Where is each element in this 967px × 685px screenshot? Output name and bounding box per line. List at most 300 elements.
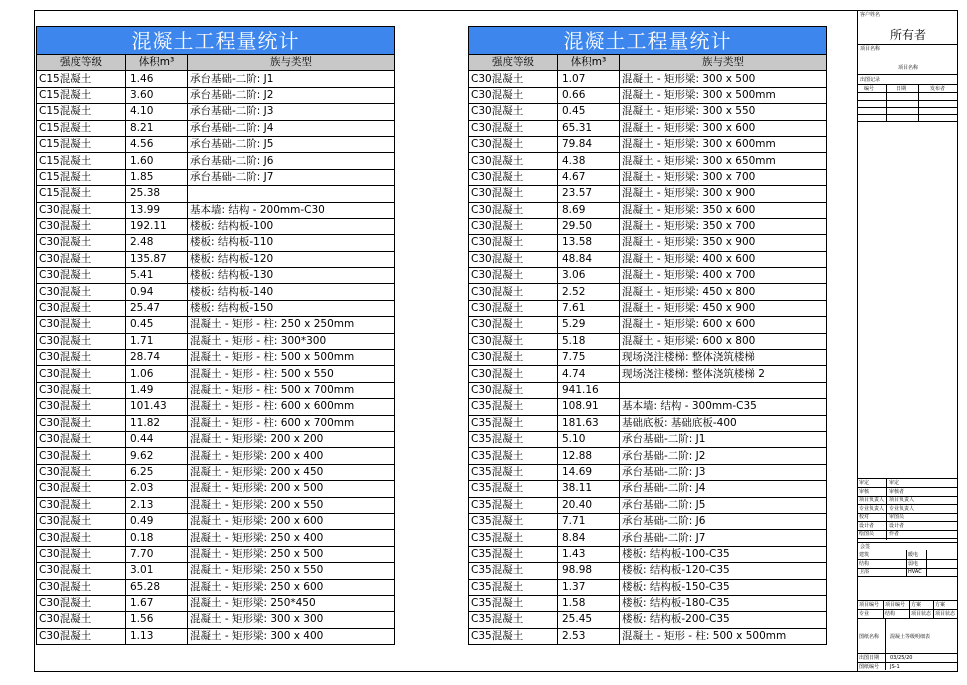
project-number-label: 项目编号 bbox=[859, 602, 880, 608]
cell-family-type: 基本墙: 结构 - 200mm-C30 bbox=[188, 202, 395, 218]
cell-volume: 7.75 bbox=[558, 350, 620, 366]
table-row bbox=[469, 317, 827, 333]
table-row bbox=[469, 431, 827, 447]
cell-volume: 25.47 bbox=[126, 300, 188, 316]
cell-volume: 7.61 bbox=[558, 300, 620, 316]
table-row bbox=[37, 202, 395, 218]
table-row bbox=[469, 71, 827, 87]
cell-family-type: 承台基础-二阶: J7 bbox=[620, 530, 827, 546]
role-value: 设计者 bbox=[889, 522, 905, 529]
role-value: 审图员 bbox=[889, 514, 905, 520]
cell-volume: 4.38 bbox=[558, 153, 620, 169]
cell-volume: 28.74 bbox=[126, 350, 188, 366]
cell-family-type: 楼板: 结构板-120 bbox=[188, 251, 395, 267]
status-label: 项目状态 bbox=[911, 611, 932, 617]
table-row bbox=[37, 513, 395, 529]
cell-grade: C15混凝土 bbox=[37, 87, 126, 103]
cell-volume: 1.56 bbox=[126, 612, 188, 628]
table-row bbox=[469, 87, 827, 103]
cell-volume: 1.06 bbox=[126, 366, 188, 382]
table-row bbox=[37, 563, 395, 579]
cell-grade: C35混凝土 bbox=[469, 481, 558, 497]
table-row bbox=[469, 120, 827, 136]
cell-family-type: 混凝土 - 矩形梁: 250 x 550 bbox=[188, 563, 395, 579]
trade-label: 暖电 bbox=[908, 552, 919, 558]
cell-volume: 2.52 bbox=[558, 284, 620, 300]
cell-family-type: 混凝土 - 矩形梁: 600 x 800 bbox=[620, 333, 827, 349]
cell-grade: C35混凝土 bbox=[469, 399, 558, 415]
cell-volume: 192.11 bbox=[126, 218, 188, 234]
cell-volume: 5.10 bbox=[558, 431, 620, 447]
cell-volume: 0.66 bbox=[558, 87, 620, 103]
cell-grade: C30混凝土 bbox=[469, 136, 558, 152]
cell-volume: 4.74 bbox=[558, 366, 620, 382]
concrete-schedule-right bbox=[468, 26, 827, 645]
cell-grade: C30混凝土 bbox=[37, 284, 126, 300]
cell-grade: C35混凝土 bbox=[469, 530, 558, 546]
cell-family-type: 承台基础-二阶: J3 bbox=[620, 464, 827, 480]
table-row bbox=[37, 333, 395, 349]
cell-volume: 2.13 bbox=[126, 497, 188, 513]
cell-grade: C30混凝土 bbox=[37, 628, 126, 644]
table-row bbox=[469, 153, 827, 169]
cell-grade: C30混凝土 bbox=[37, 448, 126, 464]
cell-grade: C35混凝土 bbox=[469, 628, 558, 644]
cell-grade: C30混凝土 bbox=[469, 186, 558, 202]
cell-volume: 0.45 bbox=[126, 317, 188, 333]
table-row bbox=[37, 366, 395, 382]
cell-family-type: 混凝土 - 矩形 - 柱: 300*300 bbox=[188, 333, 395, 349]
cell-volume: 1.46 bbox=[126, 71, 188, 87]
cell-grade: C30混凝土 bbox=[37, 202, 126, 218]
cell-volume: 13.58 bbox=[558, 235, 620, 251]
cell-family-type: 楼板: 结构板-100 bbox=[188, 218, 395, 234]
cell-family-type: 混凝土 - 矩形 - 柱: 500 x 700mm bbox=[188, 382, 395, 398]
cell-volume: 2.48 bbox=[126, 235, 188, 251]
cell-grade: C30混凝土 bbox=[37, 415, 126, 431]
cell-grade: C15混凝土 bbox=[37, 169, 126, 185]
table-row bbox=[37, 350, 395, 366]
table-row bbox=[469, 186, 827, 202]
table-row bbox=[37, 579, 395, 595]
role-value: 项目负责人 bbox=[889, 497, 915, 503]
cell-grade: C30混凝土 bbox=[37, 513, 126, 529]
cell-grade: C35混凝土 bbox=[469, 595, 558, 611]
cell-family-type: 混凝土 - 矩形 - 柱: 500 x 500mm bbox=[620, 628, 827, 644]
cell-volume: 4.56 bbox=[126, 136, 188, 152]
issue-date-value: 03/25/20 bbox=[890, 655, 913, 661]
cell-family-type: 混凝土 - 矩形 - 柱: 250 x 250mm bbox=[188, 317, 395, 333]
cell-volume: 1.58 bbox=[558, 595, 620, 611]
cell-volume: 48.84 bbox=[558, 251, 620, 267]
project-name-label: 项目名称 bbox=[860, 46, 881, 52]
cell-family-type: 混凝土 - 矩形梁: 400 x 600 bbox=[620, 251, 827, 267]
cell-family-type: 混凝土 - 矩形梁: 450 x 800 bbox=[620, 284, 827, 300]
cell-family-type: 楼板: 结构板-100-C35 bbox=[620, 546, 827, 562]
cell-grade: C35混凝土 bbox=[469, 464, 558, 480]
table-row bbox=[37, 530, 395, 546]
cell-volume: 3.60 bbox=[126, 87, 188, 103]
table-row bbox=[469, 268, 827, 284]
cell-grade: C30混凝土 bbox=[37, 317, 126, 333]
schedule-title: 混凝土工程量统计 bbox=[37, 27, 395, 55]
cell-family-type: 楼板: 结构板-150 bbox=[188, 300, 395, 316]
cell-volume: 4.67 bbox=[558, 169, 620, 185]
cell-grade: C30混凝土 bbox=[37, 366, 126, 382]
cell-grade: C30混凝土 bbox=[469, 104, 558, 120]
cell-grade: C30混凝土 bbox=[37, 300, 126, 316]
major-value: 结构 bbox=[885, 611, 896, 617]
cell-volume: 1.07 bbox=[558, 71, 620, 87]
cell-family-type: 基础底板: 基础底板-400 bbox=[620, 415, 827, 431]
cell-grade: C30混凝土 bbox=[37, 481, 126, 497]
cell-family-type: 混凝土 - 矩形梁: 400 x 700 bbox=[620, 268, 827, 284]
cell-grade: C35混凝土 bbox=[469, 497, 558, 513]
table-row bbox=[37, 251, 395, 267]
cell-volume: 5.29 bbox=[558, 317, 620, 333]
cell-family-type: 现场浇注楼梯: 整体浇筑楼梯 2 bbox=[620, 366, 827, 382]
cell-volume: 65.28 bbox=[126, 579, 188, 595]
cell-volume: 8.84 bbox=[558, 530, 620, 546]
table-row bbox=[37, 268, 395, 284]
cell-volume: 3.06 bbox=[558, 268, 620, 284]
role-value: 审定 bbox=[889, 480, 900, 486]
cell-grade: C30混凝土 bbox=[469, 153, 558, 169]
role-label: 项目负责人 bbox=[859, 497, 885, 503]
cell-family-type: 基本墙: 结构 - 300mm-C35 bbox=[620, 399, 827, 415]
cell-grade: C30混凝土 bbox=[469, 333, 558, 349]
cell-grade: C30混凝土 bbox=[469, 169, 558, 185]
drawing-name-value: 混凝土等级明细表 bbox=[890, 634, 931, 640]
cell-family-type: 楼板: 结构板-140 bbox=[188, 284, 395, 300]
cell-grade: C30混凝土 bbox=[37, 251, 126, 267]
cell-family-type: 混凝土 - 矩形梁: 200 x 400 bbox=[188, 448, 395, 464]
project-number-value: 项目编号 bbox=[885, 602, 906, 608]
cell-grade: C30混凝土 bbox=[469, 268, 558, 284]
trade-label: 结构 bbox=[859, 560, 870, 567]
cell-family-type: 混凝土 - 矩形梁: 300 x 500mm bbox=[620, 87, 827, 103]
issue-col-date: 日期 bbox=[896, 86, 907, 92]
cell-family-type: 混凝土 - 矩形梁: 300 x 500 bbox=[620, 71, 827, 87]
cell-family-type: 混凝土 - 矩形 - 柱: 600 x 600mm bbox=[188, 399, 395, 415]
cell-family-type: 混凝土 - 矩形梁: 200 x 550 bbox=[188, 497, 395, 513]
cell-grade: C30混凝土 bbox=[469, 235, 558, 251]
cell-volume: 79.84 bbox=[558, 136, 620, 152]
role-label: 专业负责人 bbox=[859, 505, 885, 512]
cell-grade: C30混凝土 bbox=[37, 399, 126, 415]
cell-volume: 0.49 bbox=[126, 513, 188, 529]
table-row bbox=[469, 546, 827, 562]
cell-grade: C35混凝土 bbox=[469, 448, 558, 464]
cell-grade: C30混凝土 bbox=[37, 218, 126, 234]
cell-grade: C30混凝土 bbox=[37, 530, 126, 546]
table-row bbox=[469, 333, 827, 349]
cell-volume: 2.03 bbox=[126, 481, 188, 497]
cell-family-type: 承台基础-二阶: J5 bbox=[620, 497, 827, 513]
issue-col-no: 编号 bbox=[864, 86, 875, 92]
table-row bbox=[37, 628, 395, 644]
role-value: 作者 bbox=[889, 531, 900, 537]
table-row bbox=[469, 251, 827, 267]
table-row bbox=[37, 153, 395, 169]
cell-volume: 4.10 bbox=[126, 104, 188, 120]
table-row bbox=[469, 300, 827, 316]
cell-family-type: 混凝土 - 矩形梁: 350 x 900 bbox=[620, 235, 827, 251]
cell-family-type: 承台基础-二阶: J4 bbox=[620, 481, 827, 497]
cell-grade: C30混凝土 bbox=[469, 87, 558, 103]
cell-grade: C35混凝土 bbox=[469, 415, 558, 431]
major-label: 专业 bbox=[859, 611, 870, 617]
table-row bbox=[469, 497, 827, 513]
cell-family-type: 现场浇注楼梯: 整体浇筑楼梯 bbox=[620, 350, 827, 366]
table-row bbox=[469, 595, 827, 611]
cell-family-type: 楼板: 结构板-200-C35 bbox=[620, 612, 827, 628]
cell-family-type: 混凝土 - 矩形梁: 250*450 bbox=[188, 595, 395, 611]
cell-volume: 25.45 bbox=[558, 612, 620, 628]
table-row bbox=[37, 481, 395, 497]
cell-family-type bbox=[188, 186, 395, 202]
cell-grade: C15混凝土 bbox=[37, 186, 126, 202]
schedule-title: 混凝土工程量统计 bbox=[469, 27, 827, 55]
cell-volume: 29.50 bbox=[558, 218, 620, 234]
table-row bbox=[469, 350, 827, 366]
table-row bbox=[37, 399, 395, 415]
cell-grade: C35混凝土 bbox=[469, 513, 558, 529]
table-row bbox=[37, 71, 395, 87]
drawing-number-value: JS-1 bbox=[890, 664, 900, 670]
cell-volume: 25.38 bbox=[126, 186, 188, 202]
cell-volume: 1.85 bbox=[126, 169, 188, 185]
table-row bbox=[469, 579, 827, 595]
cell-volume: 5.18 bbox=[558, 333, 620, 349]
cell-grade: C15混凝土 bbox=[37, 120, 126, 136]
table-row bbox=[37, 612, 395, 628]
cell-grade: C30混凝土 bbox=[469, 317, 558, 333]
concrete-schedule-left bbox=[36, 26, 395, 645]
table-row bbox=[37, 448, 395, 464]
header-grade: 强度等级 bbox=[37, 55, 126, 71]
drawing-number-label: 图纸编号 bbox=[859, 664, 880, 670]
cell-volume: 0.94 bbox=[126, 284, 188, 300]
cell-volume: 23.57 bbox=[558, 186, 620, 202]
issue-record-label: 出图记录 bbox=[860, 77, 881, 83]
cell-family-type: 承台基础-二阶: J3 bbox=[188, 104, 395, 120]
cell-volume: 941.16 bbox=[558, 382, 620, 398]
cell-family-type: 混凝土 - 矩形 - 柱: 500 x 500mm bbox=[188, 350, 395, 366]
table-row bbox=[469, 104, 827, 120]
table-row bbox=[37, 546, 395, 562]
cell-volume: 0.45 bbox=[558, 104, 620, 120]
table-row bbox=[37, 186, 395, 202]
cell-grade: C30混凝土 bbox=[37, 595, 126, 611]
cell-grade: C35混凝土 bbox=[469, 612, 558, 628]
cell-family-type: 混凝土 - 矩形梁: 300 x 600 bbox=[620, 120, 827, 136]
cell-volume: 181.63 bbox=[558, 415, 620, 431]
cell-volume: 1.71 bbox=[126, 333, 188, 349]
cell-volume: 20.40 bbox=[558, 497, 620, 513]
role-label: 审定 bbox=[859, 480, 870, 486]
cell-family-type: 楼板: 结构板-150-C35 bbox=[620, 579, 827, 595]
header-volume: 体积m³ bbox=[558, 55, 620, 71]
cell-family-type: 混凝土 - 矩形梁: 350 x 600 bbox=[620, 202, 827, 218]
cell-family-type: 承台基础-二阶: J6 bbox=[620, 513, 827, 529]
table-row bbox=[37, 235, 395, 251]
cell-family-type bbox=[620, 382, 827, 398]
table-row bbox=[469, 284, 827, 300]
phase-value: 方案 bbox=[935, 602, 946, 608]
role-label: 绘图员 bbox=[859, 531, 875, 537]
header-family-type: 族与类型 bbox=[620, 55, 827, 71]
table-row bbox=[469, 612, 827, 628]
cell-volume: 8.69 bbox=[558, 202, 620, 218]
cell-grade: C30混凝土 bbox=[469, 366, 558, 382]
cell-family-type: 混凝土 - 矩形梁: 600 x 600 bbox=[620, 317, 827, 333]
table-row bbox=[469, 513, 827, 529]
issue-date-label: 出图日期 bbox=[859, 655, 880, 661]
cell-volume: 3.01 bbox=[126, 563, 188, 579]
cell-grade: C30混凝土 bbox=[469, 202, 558, 218]
table-row bbox=[37, 136, 395, 152]
table-row bbox=[469, 415, 827, 431]
cell-volume: 1.67 bbox=[126, 595, 188, 611]
cell-grade: C30混凝土 bbox=[37, 431, 126, 447]
client-label: 客户姓名 bbox=[860, 12, 881, 18]
cell-grade: C30混凝土 bbox=[37, 235, 126, 251]
table-row bbox=[469, 530, 827, 546]
cell-volume: 8.21 bbox=[126, 120, 188, 136]
cell-volume: 9.62 bbox=[126, 448, 188, 464]
cell-family-type: 混凝土 - 矩形梁: 450 x 900 bbox=[620, 300, 827, 316]
table-row bbox=[37, 317, 395, 333]
table-row bbox=[469, 448, 827, 464]
cell-grade: C15混凝土 bbox=[37, 71, 126, 87]
cell-family-type: 楼板: 结构板-180-C35 bbox=[620, 595, 827, 611]
cell-grade: C30混凝土 bbox=[469, 382, 558, 398]
phase-label: 方案 bbox=[911, 602, 922, 608]
cell-family-type: 混凝土 - 矩形梁: 200 x 500 bbox=[188, 481, 395, 497]
cell-family-type: 承台基础-二阶: J2 bbox=[620, 448, 827, 464]
table-row bbox=[37, 87, 395, 103]
cell-volume: 65.31 bbox=[558, 120, 620, 136]
cell-family-type: 承台基础-二阶: J1 bbox=[188, 71, 395, 87]
table-row bbox=[37, 300, 395, 316]
issue-col-publisher: 发布者 bbox=[930, 86, 946, 92]
cell-grade: C30混凝土 bbox=[37, 612, 126, 628]
cell-volume: 135.87 bbox=[126, 251, 188, 267]
cell-volume: 12.88 bbox=[558, 448, 620, 464]
cell-grade: C15混凝土 bbox=[37, 153, 126, 169]
cell-grade: C30混凝土 bbox=[469, 71, 558, 87]
cell-family-type: 混凝土 - 矩形梁: 300 x 650mm bbox=[620, 153, 827, 169]
cell-volume: 1.60 bbox=[126, 153, 188, 169]
cell-family-type: 混凝土 - 矩形梁: 300 x 600mm bbox=[620, 136, 827, 152]
table-row bbox=[37, 497, 395, 513]
cell-family-type: 混凝土 - 矩形 - 柱: 600 x 700mm bbox=[188, 415, 395, 431]
table-row bbox=[469, 628, 827, 644]
cell-family-type: 承台基础-二阶: J7 bbox=[188, 169, 395, 185]
table-row bbox=[469, 382, 827, 398]
role-value: 审核者 bbox=[889, 488, 905, 495]
cell-family-type: 承台基础-二阶: J5 bbox=[188, 136, 395, 152]
cell-volume: 0.18 bbox=[126, 530, 188, 546]
cell-volume: 0.44 bbox=[126, 431, 188, 447]
cell-family-type: 承台基础-二阶: J4 bbox=[188, 120, 395, 136]
cell-family-type: 混凝土 - 矩形梁: 200 x 600 bbox=[188, 513, 395, 529]
cell-family-type: 混凝土 - 矩形梁: 300 x 550 bbox=[620, 104, 827, 120]
table-row bbox=[469, 218, 827, 234]
table-row bbox=[469, 169, 827, 185]
table-row bbox=[469, 399, 827, 415]
cell-volume: 38.11 bbox=[558, 481, 620, 497]
cell-family-type: 楼板: 结构板-120-C35 bbox=[620, 563, 827, 579]
cell-grade: C35混凝土 bbox=[469, 546, 558, 562]
cell-volume: 6.25 bbox=[126, 464, 188, 480]
role-label: 审核 bbox=[859, 488, 870, 495]
cell-grade: C30混凝土 bbox=[37, 563, 126, 579]
table-row bbox=[37, 415, 395, 431]
cell-volume: 1.13 bbox=[126, 628, 188, 644]
table-row bbox=[37, 218, 395, 234]
trade-label: HVAC bbox=[908, 569, 922, 575]
table-row bbox=[469, 481, 827, 497]
header-grade: 强度等级 bbox=[469, 55, 558, 71]
cell-volume: 1.43 bbox=[558, 546, 620, 562]
cell-grade: C15混凝土 bbox=[37, 136, 126, 152]
cell-grade: C35混凝土 bbox=[469, 579, 558, 595]
trade-label: 弱电 bbox=[908, 560, 919, 567]
cell-volume: 14.69 bbox=[558, 464, 620, 480]
cell-volume: 11.82 bbox=[126, 415, 188, 431]
cell-family-type: 承台基础-二阶: J6 bbox=[188, 153, 395, 169]
cell-grade: C35混凝土 bbox=[469, 431, 558, 447]
owner-name: 所有者 bbox=[889, 28, 926, 42]
cell-grade: C30混凝土 bbox=[37, 382, 126, 398]
cell-family-type: 混凝土 - 矩形梁: 300 x 900 bbox=[620, 186, 827, 202]
table-row bbox=[469, 202, 827, 218]
drawing-name-label: 图纸名称 bbox=[859, 634, 880, 640]
cell-volume: 1.49 bbox=[126, 382, 188, 398]
cell-family-type: 混凝土 - 矩形梁: 250 x 600 bbox=[188, 579, 395, 595]
cell-volume: 2.53 bbox=[558, 628, 620, 644]
cell-family-type: 混凝土 - 矩形梁: 300 x 300 bbox=[188, 612, 395, 628]
cell-volume: 101.43 bbox=[126, 399, 188, 415]
cell-volume: 7.70 bbox=[126, 546, 188, 562]
cell-volume: 5.41 bbox=[126, 268, 188, 284]
cell-volume: 7.71 bbox=[558, 513, 620, 529]
cell-family-type: 承台基础-二阶: J2 bbox=[188, 87, 395, 103]
cell-grade: C30混凝土 bbox=[37, 350, 126, 366]
header-volume: 体积m³ bbox=[126, 55, 188, 71]
cell-grade: C30混凝土 bbox=[37, 464, 126, 480]
cell-volume: 1.37 bbox=[558, 579, 620, 595]
cell-grade: C30混凝土 bbox=[37, 579, 126, 595]
table-row bbox=[469, 136, 827, 152]
role-label: 设计者 bbox=[859, 522, 875, 529]
role-label: 校对 bbox=[859, 514, 870, 520]
cell-family-type: 混凝土 - 矩形 - 柱: 500 x 550 bbox=[188, 366, 395, 382]
cell-family-type: 混凝土 - 矩形梁: 350 x 700 bbox=[620, 218, 827, 234]
status-value: 项目状态 bbox=[935, 611, 956, 617]
cell-grade: C30混凝土 bbox=[469, 284, 558, 300]
table-row bbox=[37, 431, 395, 447]
trade-label: 卫浴 bbox=[859, 569, 870, 575]
role-value: 专业负责人 bbox=[889, 505, 915, 512]
table-row bbox=[469, 366, 827, 382]
cell-grade: C30混凝土 bbox=[469, 350, 558, 366]
cell-family-type: 混凝土 - 矩形梁: 250 x 400 bbox=[188, 530, 395, 546]
cell-grade: C15混凝土 bbox=[37, 104, 126, 120]
title-block bbox=[857, 10, 958, 672]
